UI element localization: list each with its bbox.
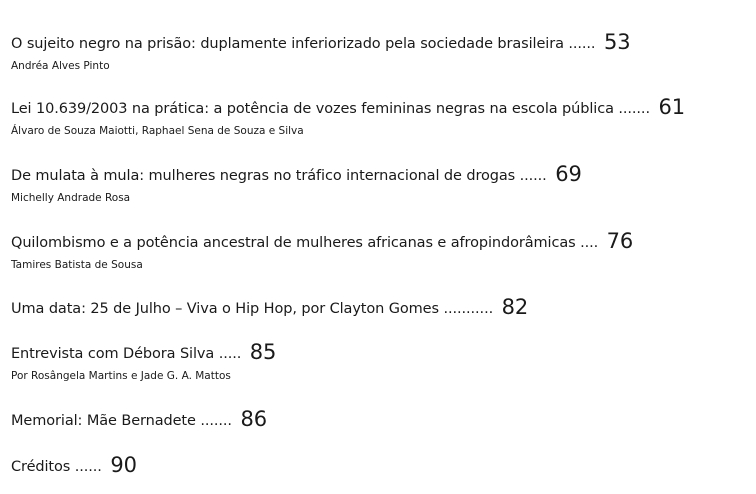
toc-entry-title: Créditos — [11, 459, 71, 475]
toc-entry[interactable] — [11, 97, 685, 138]
toc-entry-page-number: 69 — [555, 162, 582, 186]
toc-entry[interactable] — [11, 164, 582, 205]
toc-entry-page-number: 90 — [110, 453, 137, 477]
toc-entry-title: Quilombismo e a potência ancestral de mulheres africanas e afropindorâmicas — [11, 235, 576, 251]
toc-entry-title-line — [11, 32, 630, 54]
toc-entry-leader: ...... — [568, 36, 596, 52]
toc-entry-title: Lei 10.639/2003 na prática: a potência de vozes femininas negras na escola pública — [11, 101, 614, 117]
toc-entry-title-line — [11, 342, 276, 364]
toc-entry-title-line — [11, 97, 685, 119]
toc-entry-page-number: 82 — [501, 295, 529, 319]
toc-entry-title: Memorial: Mãe Bernadete — [11, 413, 196, 429]
toc-entry-page-number: 76 — [606, 229, 634, 253]
toc-entry[interactable] — [11, 409, 267, 431]
toc-entry-leader: ....... — [618, 101, 650, 117]
toc-entry[interactable] — [11, 231, 633, 272]
toc-entry[interactable] — [11, 297, 528, 319]
toc-entry[interactable] — [11, 342, 276, 383]
toc-entry-leader: ...... — [74, 459, 102, 475]
toc-entry-author: Michelly Andrade Rosa — [11, 192, 131, 204]
toc-entry-title-line — [11, 455, 137, 477]
toc-entry-leader: .... — [580, 235, 599, 251]
toc-entry-page-number: 86 — [240, 407, 267, 431]
toc-entry-title-line — [11, 297, 528, 319]
toc-entry-leader: ....... — [200, 413, 232, 429]
toc-entry-title-line — [11, 409, 267, 431]
toc-entry-leader: ..... — [218, 346, 242, 362]
toc-entry-author: Tamires Batista de Sousa — [11, 259, 143, 271]
toc-entry[interactable] — [11, 455, 137, 477]
toc-entry-title: O sujeito negro na prisão: duplamente inferiorizado pela sociedade brasileira — [11, 36, 564, 52]
toc-entry-leader: ...... — [519, 168, 547, 184]
toc-entry[interactable] — [11, 32, 630, 73]
toc-entry-title: Entrevista com Débora Silva — [11, 346, 215, 362]
toc-entry-author: Por Rosângela Martins e Jade G. A. Mattos — [11, 370, 231, 382]
toc-entry-page-number: 85 — [249, 340, 277, 364]
toc-entry-title: Uma data: 25 de Julho – Viva o Hip Hop, por Clayton Gomes — [11, 301, 439, 317]
toc-entry-title-line — [11, 231, 633, 253]
toc-entry-title: De mulata à mula: mulheres negras no tráfico internacional de drogas — [11, 168, 516, 184]
toc-entry-page-number: 53 — [603, 30, 631, 54]
toc-entry-title-line — [11, 164, 582, 186]
toc-entry-author: Andréa Alves Pinto — [11, 60, 110, 72]
toc-entry-page-number: 61 — [658, 95, 686, 119]
toc-entry-leader: ........... — [443, 301, 494, 317]
toc-entry-author: Álvaro de Souza Maiotti, Raphael Sena de Souza e Silva — [11, 125, 304, 137]
